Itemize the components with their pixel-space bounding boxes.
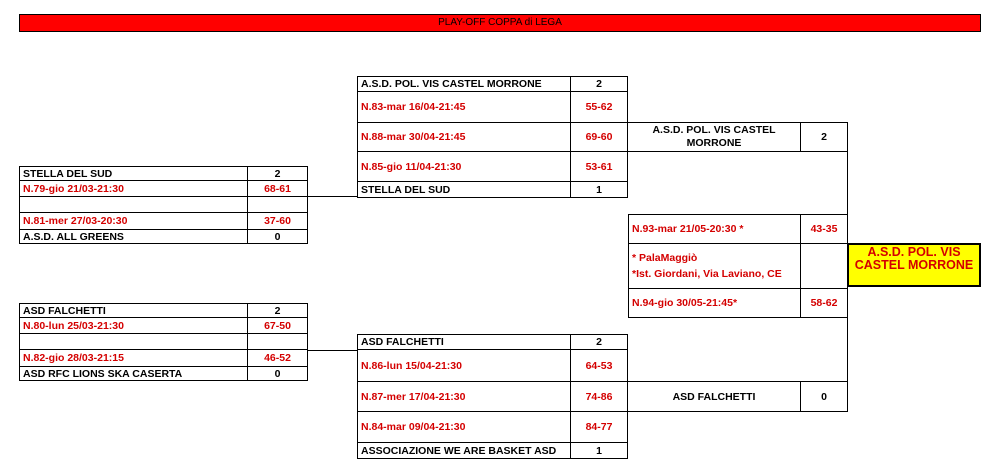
bracket-connector	[307, 196, 358, 197]
empty-cell	[19, 196, 248, 213]
game-cell: N.83-mar 16/04-21:45	[357, 91, 571, 123]
wins-cell: 0	[247, 366, 308, 381]
team-cell: A.S.D. POL. VIS CASTEL MORRONE	[628, 122, 801, 152]
team-cell: A.S.D. ALL GREENS	[19, 229, 248, 244]
score-cell: 53-61	[570, 151, 628, 182]
wins-cell: 1	[570, 442, 628, 459]
team-cell: STELLA DEL SUD	[357, 181, 571, 198]
team-cell: ASD FALCHETTI	[628, 381, 801, 412]
score-cell: 84-77	[570, 411, 628, 443]
venue-address: *Ist. Giordani, Via Laviano, CE	[632, 268, 782, 280]
venue-name: * PalaMaggiò	[632, 252, 698, 264]
wins-cell: 2	[570, 76, 628, 92]
empty-cell	[800, 243, 848, 289]
wins-cell: 2	[247, 303, 308, 318]
wins-cell: 2	[247, 166, 308, 181]
score-cell: 67-50	[247, 317, 308, 334]
score-cell: 58-62	[800, 288, 848, 318]
score-cell: 69-60	[570, 122, 628, 152]
game-cell: N.80-lun 25/03-21:30	[19, 317, 248, 334]
score-cell: 74-86	[570, 381, 628, 412]
team-cell: A.S.D. POL. VIS CASTEL MORRONE	[357, 76, 571, 92]
empty-cell	[247, 333, 308, 350]
bracket-connector	[847, 317, 848, 382]
game-cell: N.87-mer 17/04-21:30	[357, 381, 571, 412]
team-cell: STELLA DEL SUD	[19, 166, 248, 181]
score-cell: 68-61	[247, 180, 308, 197]
score-cell: 64-53	[570, 349, 628, 382]
game-cell: N.79-gio 21/03-21:30	[19, 180, 248, 197]
team-cell: ASSOCIAZIONE WE ARE BASKET ASD	[357, 442, 571, 459]
game-cell: N.86-lun 15/04-21:30	[357, 349, 571, 382]
team-cell: ASD FALCHETTI	[357, 334, 571, 350]
wins-cell: 2	[800, 122, 848, 152]
score-cell: 46-52	[247, 349, 308, 367]
wins-cell: 2	[570, 334, 628, 350]
team-cell: ASD RFC LIONS SKA CASERTA	[19, 366, 248, 381]
score-cell: 37-60	[247, 212, 308, 230]
game-cell: N.85-gio 11/04-21:30	[357, 151, 571, 182]
bracket-connector	[307, 350, 358, 351]
game-cell: N.82-gio 28/03-21:15	[19, 349, 248, 367]
wins-cell: 0	[800, 381, 848, 412]
empty-cell	[19, 333, 248, 350]
score-cell: 55-62	[570, 91, 628, 123]
bracket-connector	[847, 151, 848, 215]
page-title: PLAY-OFF COPPA di LEGA	[19, 14, 981, 32]
wins-cell: 0	[247, 229, 308, 244]
game-cell: N.93-mar 21/05-20:30 *	[628, 214, 801, 244]
game-cell: N.94-gio 30/05-21:45*	[628, 288, 801, 318]
empty-cell	[247, 196, 308, 213]
wins-cell: 1	[570, 181, 628, 198]
champion-box: A.S.D. POL. VIS CASTEL MORRONE	[847, 243, 981, 287]
game-cell: N.81-mer 27/03-20:30	[19, 212, 248, 230]
team-cell: ASD FALCHETTI	[19, 303, 248, 318]
game-cell: N.88-mar 30/04-21:45	[357, 122, 571, 152]
game-cell: N.84-mar 09/04-21:30	[357, 411, 571, 443]
score-cell: 43-35	[800, 214, 848, 244]
venue-note	[628, 243, 801, 289]
